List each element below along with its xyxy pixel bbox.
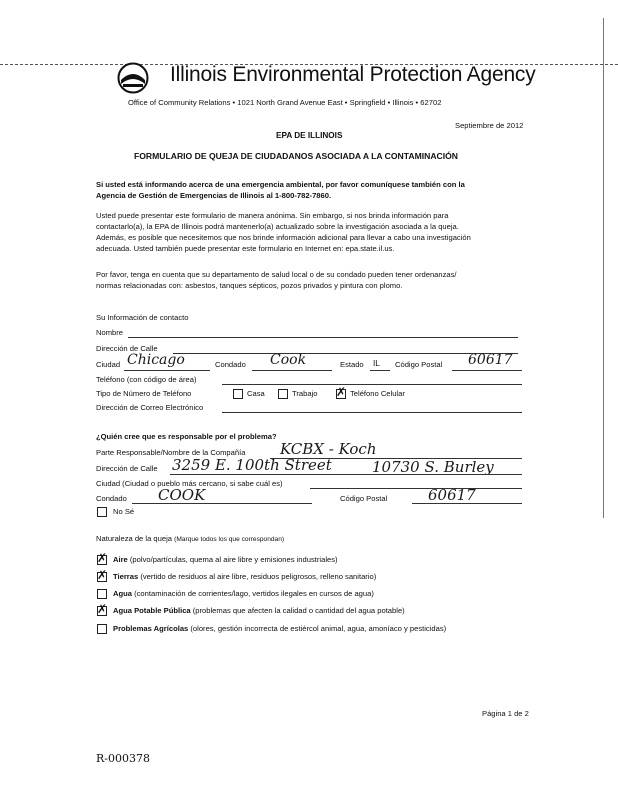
- intro-paragraph-line4: adecuada. Usted también puede presentar este formulario en Internet en: epa.state.il.us.: [96, 244, 395, 253]
- responsible-party-value: KCBX - Koch: [280, 440, 377, 458]
- department-title: EPA DE ILLINOIS: [276, 131, 343, 140]
- responsible-party-label: Parte Responsable/Nombre de la Compañía: [96, 448, 246, 457]
- unknown-checkbox[interactable]: [97, 507, 107, 517]
- responsible-county-value: COOK: [158, 486, 206, 504]
- health-note-line1: Por favor, tenga en cuenta que su departamento de salud local o de su condado pueden tener ordenanzas/: [96, 270, 457, 279]
- complaint-subtitle: (Marque todos los que correspondan): [174, 536, 285, 543]
- city-label: Ciudad: [96, 360, 121, 369]
- complaint-drinking-water-item: [113, 606, 405, 615]
- responsible-county-label: Condado: [96, 494, 127, 503]
- responsible-zip-field[interactable]: [412, 503, 522, 504]
- city-field[interactable]: [124, 370, 210, 371]
- responsible-street-value: 3259 E. 100th Street: [172, 456, 332, 474]
- responsible-city-field[interactable]: [310, 488, 522, 489]
- phone-type-work-checkbox[interactable]: [278, 389, 288, 399]
- unknown-label: No Sé: [113, 507, 135, 516]
- complaint-title: [96, 534, 284, 543]
- name-label: Nombre: [96, 328, 124, 337]
- complaint-water-checkbox[interactable]: [97, 589, 107, 599]
- phone-type-work-label: Trabajo: [292, 389, 318, 398]
- complaint-agriculture-item: [113, 624, 446, 633]
- agency-logo: [117, 62, 149, 94]
- complaint-title-text: Naturaleza de la queja: [96, 534, 172, 543]
- state-label: Estado: [340, 360, 364, 369]
- responsible-county-field[interactable]: [132, 503, 312, 504]
- responsible-city-label: Ciudad (Ciudad o pueblo más cercano, si sabe cuál es): [96, 479, 283, 488]
- form-title: FORMULARIO DE QUEJA DE CIUDADANOS ASOCIADA A LA CONTAMINACIÓN: [134, 151, 459, 161]
- emergency-note-line1: Si usted está informando acerca de una emergencia ambiental, por favor comuníquese también con la: [96, 180, 465, 189]
- complaint-air-label: Aire: [113, 555, 128, 564]
- complaint-land-item: [113, 572, 376, 581]
- complaint-water-desc: (contaminación de corrientes/lago, vertidos ilegales en cursos de agua): [134, 589, 374, 598]
- complaint-water-item: [113, 589, 374, 598]
- complaint-land-desc: (vertido de residuos al aire libre, residuos peligrosos, relleno sanitario): [140, 572, 377, 581]
- phone-field[interactable]: [222, 384, 522, 385]
- complaint-agriculture-label: Problemas Agrícolas: [113, 624, 189, 633]
- form-date: Septiembre de 2012: [455, 121, 524, 130]
- complaint-drinking-water-desc: (problemas que afecten la calidad o cantidad del agua potable): [192, 606, 405, 615]
- state-field[interactable]: [370, 370, 390, 371]
- email-label: Dirección de Correo Electrónico: [96, 403, 204, 412]
- scan-edge-line: [603, 18, 604, 518]
- intro-paragraph-line3: Además, es posible que necesitemos que nos brinde información adicional para llevar a cabo una investigación: [96, 233, 471, 242]
- phone-type-home-label: Casa: [247, 389, 265, 398]
- responsible-zip-label: Código Postal: [340, 494, 388, 503]
- phone-label: Teléfono (con código de área): [96, 375, 197, 384]
- responsible-zip-value: 60617: [428, 486, 476, 504]
- phone-type-home-checkbox[interactable]: [233, 389, 243, 399]
- complaint-agriculture-checkbox[interactable]: [97, 624, 107, 634]
- emergency-note-line2: Agencia de Gestión de Emergencias de Illinois al 1-800-782-7860.: [96, 191, 332, 200]
- name-field[interactable]: [128, 337, 518, 338]
- phone-type-cell-checkbox[interactable]: [336, 389, 346, 399]
- page-number: Página 1 de 2: [482, 709, 529, 718]
- zip-value: 60617: [468, 352, 513, 368]
- phone-type-cell-label: Teléfono Celular: [350, 389, 405, 398]
- complaint-land-label: Tierras: [113, 572, 139, 581]
- health-note-line2: normas relacionadas con: asbestos, tanques sépticos, pozos privados y pintura con plomo.: [96, 281, 403, 290]
- state-value: IL: [373, 359, 380, 368]
- zip-field[interactable]: [452, 370, 522, 371]
- responsible-street-value2: 10730 S. Burley: [372, 458, 494, 476]
- contact-section-title: Su Información de contacto: [96, 313, 189, 322]
- city-value: Chicago: [127, 352, 185, 368]
- complaint-air-checkbox[interactable]: [97, 555, 107, 565]
- responsible-street-field[interactable]: [170, 474, 522, 475]
- county-value: Cook: [270, 352, 307, 368]
- complaint-land-checkbox[interactable]: [97, 572, 107, 582]
- county-label: Condado: [215, 360, 246, 369]
- responsible-question: ¿Quién cree que es responsable por el problema?: [96, 432, 277, 441]
- complaint-air-desc: (polvo/partículas, quema al aire libre y emisiones industriales): [129, 555, 338, 564]
- street-label: Dirección de Calle: [96, 344, 158, 353]
- agency-name: Illinois Environmental Protection Agency: [170, 63, 536, 86]
- intro-paragraph-line2: contactarlo(a), la EPA de Illinois podrá mantenerlo(a) actualizado sobre la investigación asociada a la queja.: [96, 222, 459, 231]
- document-id: R-000378: [96, 752, 150, 765]
- phone-type-label: Tipo de Número de Teléfono: [96, 389, 192, 398]
- county-field[interactable]: [252, 370, 332, 371]
- email-field[interactable]: [222, 412, 522, 413]
- responsible-street-label: Dirección de Calle: [96, 464, 158, 473]
- intro-paragraph-line1: Usted puede presentar este formulario de manera anónima. Sin embargo, si nos brinda información para: [96, 211, 449, 220]
- complaint-drinking-water-checkbox[interactable]: [97, 606, 107, 616]
- street-field[interactable]: [173, 353, 518, 354]
- complaint-drinking-water-label: Agua Potable Pública: [113, 606, 191, 615]
- zip-label: Código Postal: [395, 360, 443, 369]
- agency-address: Office of Community Relations • 1021 North Grand Avenue East • Springfield • Illinois • 62702: [128, 98, 442, 107]
- complaint-water-label: Agua: [113, 589, 132, 598]
- complaint-air-item: [113, 555, 338, 564]
- complaint-agriculture-desc: (olores, gestión incorrecta de estiércol animal, agua, amoníaco y pesticidas): [190, 624, 447, 633]
